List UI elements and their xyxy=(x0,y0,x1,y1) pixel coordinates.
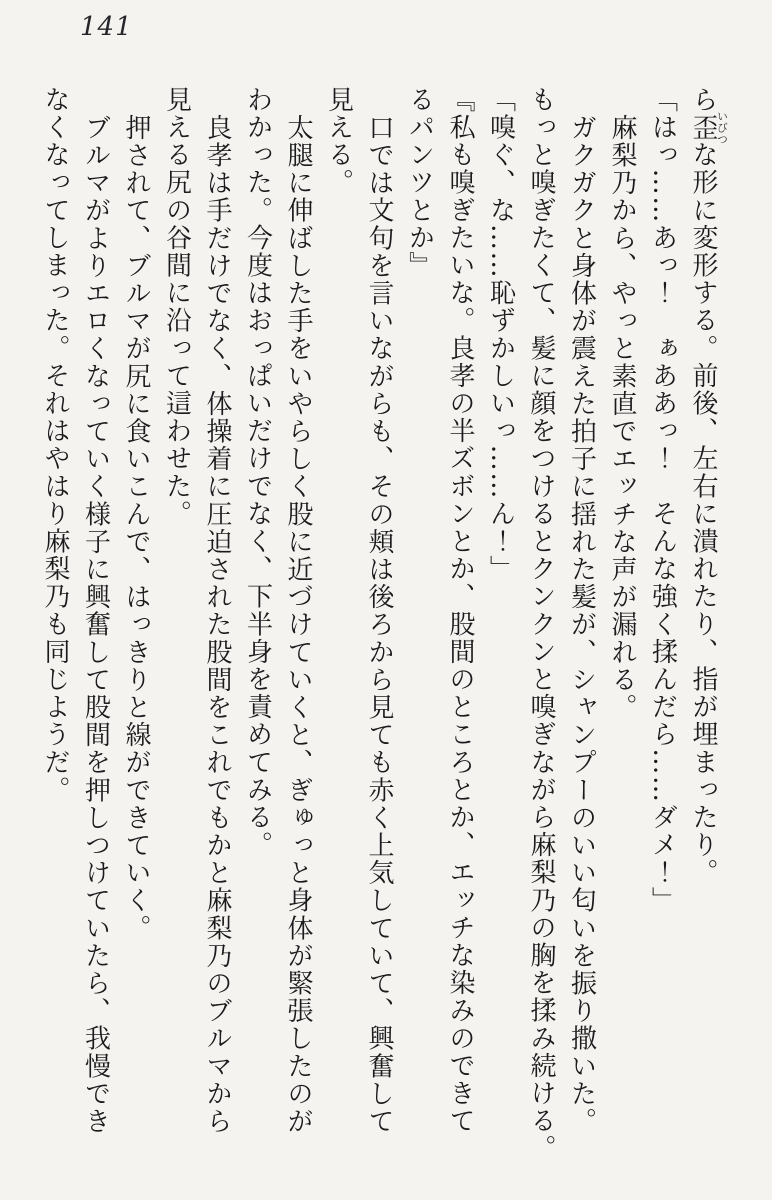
text-line: るパンツとか』 xyxy=(404,86,435,280)
text-line: 「嗅ぐ、な……恥ずかしいっ……ん！」 xyxy=(485,86,516,583)
text-line: 良孝は手だけでなく、体操着に圧迫された股間をこれでもかと麻梨乃のブルマから xyxy=(202,113,232,1135)
vertical-text-block xyxy=(38,86,728,1166)
text-line: 『私も嗅ぎたいな。良孝の半ズボンとか、股間のところとか、エッチな染みのできて xyxy=(445,86,475,1135)
text-line: 見える尻の谷間に沿って這わせた。 xyxy=(161,86,192,528)
text-line: ガクガクと身体が震えた拍子に揺れた髪が、シャンプーのいい匂いを振り撒いた。 xyxy=(566,113,597,1135)
text-line: 太腿に伸ばした手をいやらしく股に近づけていくと、ぎゅっと身体が緊張したのが xyxy=(283,113,313,1135)
text-line: 押されて、ブルマが尻に食いこんで、はっきりと線ができていく。 xyxy=(121,113,151,942)
text-line: 「はっ……あっ！ ぁああっ！ そんな強く揉んだら……ダメ！」 xyxy=(647,86,678,914)
text-line: わかった。今度はおっぱいだけでなく、下半身を責めてみる。 xyxy=(242,86,273,859)
text-line: ブルマがよりエロくなっていく様子に興奮して股間を押しつけていたら、我慢でき xyxy=(80,113,111,1135)
text-line: 見える。 xyxy=(323,86,354,197)
ruby-annotated-kanji: 歪いびつ xyxy=(688,110,729,145)
page-number: 141 xyxy=(80,12,133,42)
text-line: もっと嗅ぎたくて、髪に顔をつけるとクンクンと嗅ぎながら麻梨乃の胸を揉み続ける。 xyxy=(526,86,556,1163)
text-line: 麻梨乃から、やっと素直でエッチな声が漏れる。 xyxy=(607,113,637,721)
text-line: 口では文句を言いながらも、その頬は後ろから見ても赤く上気していて、興奮して xyxy=(364,113,394,1135)
text-line: ら歪いびつな形に変形する。前後、左右に潰れたり、指が埋まったり。 xyxy=(688,86,729,887)
text-line: なくなってしまった。それはやはり麻梨乃も同じようだ。 xyxy=(40,86,70,804)
